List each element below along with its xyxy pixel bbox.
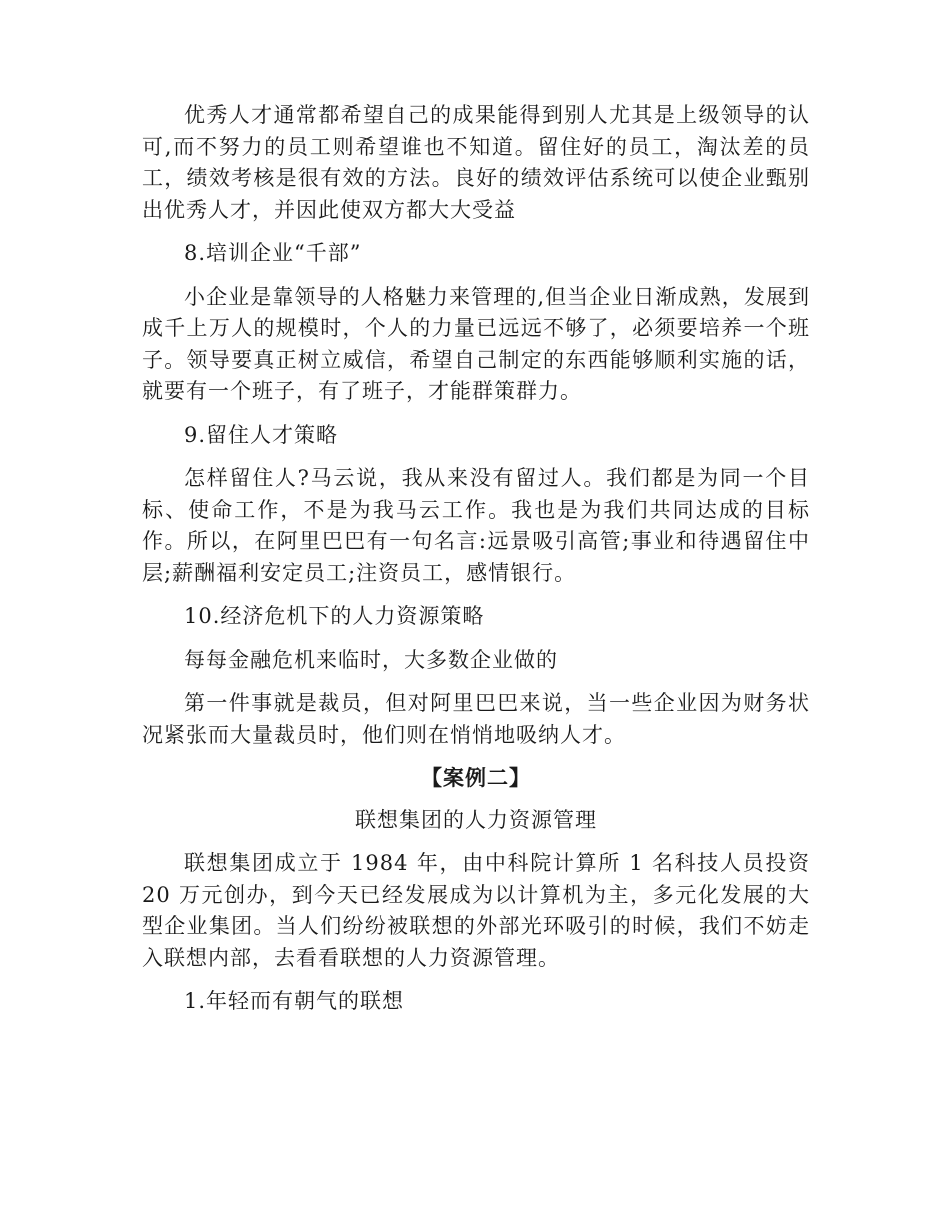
heading-retain-talent: 9.留住人才策略 — [184, 422, 339, 447]
paragraph-retain-talent: 怎样留住人?马云说，我从来没有留过人。我们都是为同一个目标、使命工作，不是为我马云工作。我也是为我们共同达成的目标作。所以，在阿里巴巴有一句名言:远景吸引高管;事业和待遇留住中层;薪酬福利安定员工;注资员工，感情银行。 — [142, 466, 810, 585]
case-subtitle: 联想集团的人力资源管理 — [355, 807, 597, 832]
paragraph-performance-review: 优秀人才通常都希望自己的成果能得到别人尤其是上级领导的认可,而不努力的员工则希望谁也不知道。留住好的员工，淘汰差的员工，绩效考核是很有效的方法。良好的绩效评估系统可以使企业甄别出优秀人才，并因此使双方都大大受益 — [142, 103, 810, 222]
heading-crisis-hr-strategy: 10.经济危机下的人力资源策略 — [184, 604, 485, 628]
heading-young-lenovo: 1.年轻而有朝气的联想 — [184, 989, 405, 1013]
document-page — [142, 100, 810, 1030]
paragraph-financial-crisis: 每每金融危机来临时，大多数企业做的 — [184, 647, 558, 672]
heading-train-cadres: 8.培训企业“千部” — [184, 241, 362, 265]
paragraph-layoffs: 第一件事就是裁员，但对阿里巴巴来说，当一些企业因为财务状况紧张而大量裁员时，他们则在悄悄地吸纳人才。 — [142, 691, 810, 747]
paragraph-lenovo-intro: 联想集团成立于 1984 年，由中科院计算所 1 名科技人员投资 20 万元创办，到今天已经发展成为以计算机为主，多元化发展的大型企业集团。当人们纷纷被联想的外部光环吸引的时候，我们不妨走入联想内部，去看看联想的人力资源管理。 — [142, 851, 810, 970]
case-title: 【案例二】 — [421, 766, 531, 790]
paragraph-leadership-team: 小企业是靠领导的人格魅力来管理的,但当企业日渐成熟，发展到成千上万人的规模时，个人的力量已远远不够了，必须要培养一个班子。领导要真正树立威信，希望自己制定的东西能够顺利实施的话，就要有一个班子，有了班子，才能群策群力。 — [142, 284, 810, 403]
